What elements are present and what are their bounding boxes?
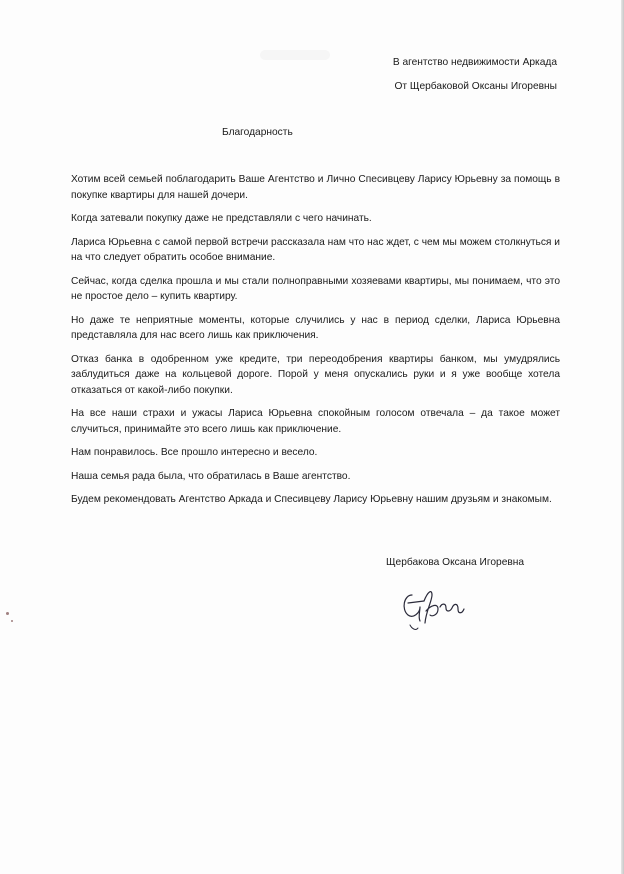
paragraph-6: Отказ банка в одобренном уже кредите, три переодобрения квартиры банком, мы умудрялись заблудиться даже на кольцевой дороге. Порой у меня опускались руки и я уже вообще хотела отказаться от какой-либо покупки. (71, 353, 560, 396)
handwritten-signature (398, 581, 478, 633)
addressee-line: В агентство недвижимости Аркада (392, 57, 557, 68)
faint-show-through (260, 50, 330, 60)
paper-speck (6, 612, 9, 615)
signatory-name: Щербакова Оксана Игоревна (386, 557, 525, 568)
paragraph-1: Хотим всей семьей поблагодарить Ваше Агентство и Лично Спесивцеву Ларису Юрьевну за помощь в покупке квартиры для нашей дочери. (71, 174, 560, 201)
paragraph-7: На все наши страхи и ужасы Лариса Юрьевна спокойным голосом отвечала – да такое может случиться, принимайте это всего лишь как приключение. (71, 408, 560, 435)
paragraph-5: Но даже те неприятные моменты, которые случились у нас в период сделки, Лариса Юрьевна представляла для нас всего лишь как приключения. (71, 314, 560, 341)
paragraph-3: Лариса Юрьевна с самой первой встречи рассказала нам что нас ждет, с чем мы можем столкнуться и на что следует обратить особое внимание. (71, 236, 560, 263)
paragraph-8: Нам понравилось. Все прошло интересно и весело. (71, 447, 318, 458)
paragraph-2: Когда затевали покупку даже не представляли с чего начинать. (71, 213, 372, 224)
letter-header (393, 55, 557, 103)
paragraph-4: Сейчас, когда сделка прошла и мы стали полноправными хозяевами квартиры, мы понимаем, что это не простое дело – купить квартиру. (71, 275, 560, 302)
paper-speck (11, 620, 13, 622)
letter-title: Благодарность (222, 127, 293, 138)
sender-line: От Щербаковой Оксаны Игоревны (394, 81, 557, 92)
paragraph-10: Будем рекомендовать Агентство Аркада и Спесивцеву Ларису Юрьевну нашим друзьям и знакомым. (71, 494, 552, 505)
paragraph-9: Наша семья рада была, что обратилась в Ваше агентство. (71, 470, 351, 482)
letter-body (71, 172, 560, 516)
